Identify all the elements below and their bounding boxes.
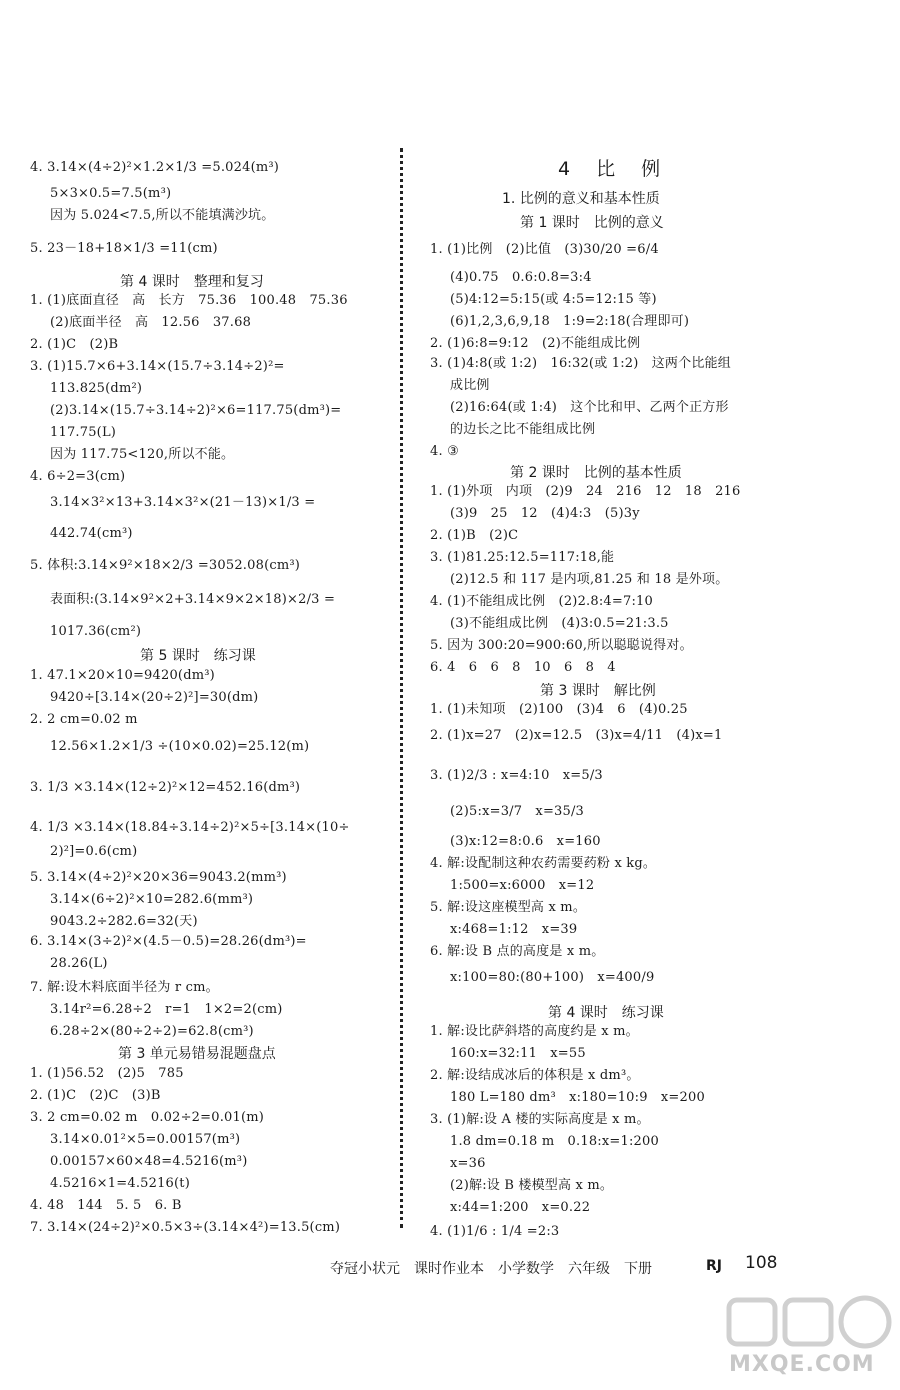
answer-line: 6. 解:设 B 点的高度是 x m。 [430, 944, 605, 959]
answer-line: 0.00157×60×48=4.5216(m³) [50, 1154, 248, 1169]
watermark [725, 1292, 895, 1382]
answer-line: 160:x=32:11 x=55 [450, 1046, 586, 1061]
section-heading: 第 1 课时 比例的意义 [520, 215, 664, 231]
answer-line: 1. 解:设比萨斜塔的高度约是 x m。 [430, 1024, 639, 1039]
chapter-title: 4 比 例 [558, 158, 671, 180]
answer-line: (2)12.5 和 117 是内项,81.25 和 18 是外项。 [450, 572, 729, 587]
footer-edition: RJ [706, 1258, 722, 1274]
answer-line: 3. (1)2/3 : x=4:10 x=5/3 [430, 768, 603, 783]
footer-book-title: 夺冠小状元 课时作业本 小学数学 六年级 下册 [330, 1261, 652, 1277]
answer-line: 因为 117.75<120,所以不能。 [50, 447, 235, 462]
answer-line: 的边长之比不能组成比例 [450, 422, 596, 437]
answer-line: 1. 47.1×20×10=9420(dm³) [30, 668, 215, 683]
answer-line: 28.26(L) [50, 956, 108, 971]
answer-line: 表面积:(3.14×9²×2+3.14×9×2×18)×2/3 = [50, 592, 336, 607]
answer-line: 4. 解:设配制这种农药需要药粉 x kg。 [430, 856, 657, 871]
column-divider [400, 148, 403, 1228]
answer-line: 1. (1)56.52 (2)5 785 [30, 1066, 184, 1081]
answer-line: 成比例 [450, 378, 490, 393]
answer-line: 4. 48 144 5. 5 6. B [30, 1198, 182, 1213]
answer-line: 3. (1)81.25:12.5=117:18,能 [430, 550, 615, 565]
answer-line: 5. 因为 300:20=900:60,所以聪聪说得对。 [430, 638, 693, 653]
answer-line: (2)16:64(或 1:4) 这个比和甲、乙两个正方形 [450, 400, 729, 415]
answer-line: (4)0.75 0.6:0.8=3:4 [450, 270, 592, 285]
answer-line: 4. (1)1/6 : 1/4 =2:3 [430, 1224, 560, 1239]
answer-line: 3. (1)15.7×6+3.14×(15.7÷3.14÷2)²= [30, 359, 285, 374]
answer-line: 2. (1)x=27 (2)x=12.5 (3)x=4/11 (4)x=1 [430, 728, 723, 743]
watermark-logo-icon [725, 1292, 895, 1350]
answer-line: 117.75(L) [50, 425, 117, 440]
section-heading: 第 3 单元易错易混题盘点 [118, 1046, 276, 1062]
answer-line: 4.5216×1=4.5216(t) [50, 1176, 190, 1191]
section-heading: 1. 比例的意义和基本性质 [502, 191, 660, 207]
answer-line: (2)底面半径 高 12.56 37.68 [50, 315, 252, 330]
section-heading: 第 5 课时 练习课 [140, 648, 256, 664]
answer-line: 9420÷[3.14×(20÷2)²]=30(dm) [50, 690, 259, 705]
section-heading: 第 2 课时 比例的基本性质 [510, 465, 682, 481]
answer-line: 3. (1)4:8(或 1:2) 16:32(或 1:2) 这两个比能组 [430, 356, 731, 371]
answer-line: 4. 3.14×(4÷2)²×1.2×1/3 =5.024(m³) [30, 160, 280, 175]
answer-line: 3.14r²=6.28÷2 r=1 1×2=2(cm) [50, 1002, 283, 1017]
answer-line: 3.14×3²×13+3.14×3²×(21－13)×1/3 = [50, 495, 316, 510]
section-heading: 第 4 课时 整理和复习 [120, 274, 264, 290]
watermark-url: MXQE.COM [729, 1352, 875, 1377]
answer-line: 6. 3.14×(3÷2)²×(4.5－0.5)=28.26(dm³)= [30, 934, 307, 949]
answer-line: 2. (1)C (2)B [30, 337, 119, 352]
answer-line: 2. (1)C (2)C (3)B [30, 1088, 161, 1103]
answer-line: 4. 1/3 ×3.14×(18.84÷3.14÷2)²×5÷[3.14×(10÷ [30, 820, 350, 835]
answer-line: x:44=1:200 x=0.22 [450, 1200, 591, 1215]
answer-line: 5. 3.14×(4÷2)²×20×36=9043.2(mm³) [30, 870, 287, 885]
answer-line: 6. 4 6 6 8 10 6 8 4 [430, 660, 616, 675]
answer-line: 1. (1)底面直径 高 长方 75.36 100.48 75.36 [30, 293, 348, 308]
answer-line: 12.56×1.2×1/3 ÷(10×0.02)=25.12(m) [50, 739, 310, 754]
answer-line: 5. 解:设这座模型高 x m。 [430, 900, 587, 915]
answer-line: 1017.36(cm²) [50, 624, 142, 639]
answer-line: 7. 解:设木料底面半径为 r cm。 [30, 980, 219, 995]
answer-line: (3)9 25 12 (4)4:3 (5)3y [450, 506, 640, 521]
answer-line: 1. (1)比例 (2)比值 (3)30/20 =6/4 [430, 242, 659, 257]
page-number: 108 [745, 1253, 778, 1273]
section-heading: 第 3 课时 解比例 [540, 683, 656, 699]
answer-line: x=36 [450, 1156, 486, 1171]
answer-line: 1:500=x:6000 x=12 [450, 878, 595, 893]
answer-line: 3.14×0.01²×5=0.00157(m³) [50, 1132, 241, 1147]
answer-line: (3)x:12=8:0.6 x=160 [450, 834, 601, 849]
answer-line: 4. 6÷2=3(cm) [30, 469, 126, 484]
answer-line: (6)1,2,3,6,9,18 1:9=2:18(合理即可) [450, 314, 690, 329]
answer-line: 7. 3.14×(24÷2)²×0.5×3÷(3.14×4²)=13.5(cm) [30, 1220, 341, 1235]
answer-line: 113.825(dm²) [50, 381, 143, 396]
answer-line: 3. 2 cm=0.02 m 0.02÷2=0.01(m) [30, 1110, 265, 1125]
answer-line: 1. (1)未知项 (2)100 (3)4 6 (4)0.25 [430, 702, 688, 717]
answer-line: 180 L=180 dm³ x:180=10:9 x=200 [450, 1090, 705, 1105]
answer-line: x:468=1:12 x=39 [450, 922, 578, 937]
answer-line: 2. 2 cm=0.02 m [30, 712, 138, 727]
answer-line: 3. (1)解:设 A 楼的实际高度是 x m。 [430, 1112, 650, 1127]
answer-line: x:100=80:(80+100) x=400/9 [450, 970, 655, 985]
answer-line: (2)解:设 B 楼模型高 x m。 [450, 1178, 614, 1193]
answer-line: 4. ③ [430, 444, 459, 459]
answer-line: 9043.2÷282.6=32(天) [50, 914, 198, 929]
answer-line: 3.14×(6÷2)²×10=282.6(mm³) [50, 892, 254, 907]
answer-line: 因为 5.024<7.5,所以不能填满沙坑。 [50, 208, 275, 223]
answer-line: 2. (1)B (2)C [430, 528, 519, 543]
answer-line: 442.74(cm³) [50, 526, 133, 541]
answer-line: 2. (1)6:8=9:12 (2)不能组成比例 [430, 336, 641, 351]
answer-line: 6.28÷2×(80÷2÷2)=62.8(cm³) [50, 1024, 254, 1039]
answer-line: (2)3.14×(15.7÷3.14÷2)²×6=117.75(dm³)= [50, 403, 342, 418]
section-heading: 第 4 课时 练习课 [548, 1005, 664, 1021]
answer-line: 5. 23－18+18×1/3 =11(cm) [30, 241, 218, 256]
answer-line: (2)5:x=3/7 x=35/3 [450, 804, 585, 819]
answer-line: 1. (1)外项 内项 (2)9 24 216 12 18 216 [430, 484, 741, 499]
answer-line: 5×3×0.5=7.5(m³) [50, 186, 172, 201]
answer-line: 3. 1/3 ×3.14×(12÷2)²×12=452.16(dm³) [30, 780, 301, 795]
answer-line: 1.8 dm=0.18 m 0.18:x=1:200 [450, 1134, 659, 1149]
answer-line: 2. 解:设结成冰后的体积是 x dm³。 [430, 1068, 640, 1083]
answer-line: 4. (1)不能组成比例 (2)2.8:4=7:10 [430, 594, 653, 609]
answer-line: 5. 体积:3.14×9²×18×2/3 =3052.08(cm³) [30, 558, 301, 573]
answer-line: (3)不能组成比例 (4)3:0.5=21:3.5 [450, 616, 669, 631]
answer-line: 2)²]=0.6(cm) [50, 844, 138, 859]
answer-line: (5)4:12=5:15(或 4:5=12:15 等) [450, 292, 657, 307]
